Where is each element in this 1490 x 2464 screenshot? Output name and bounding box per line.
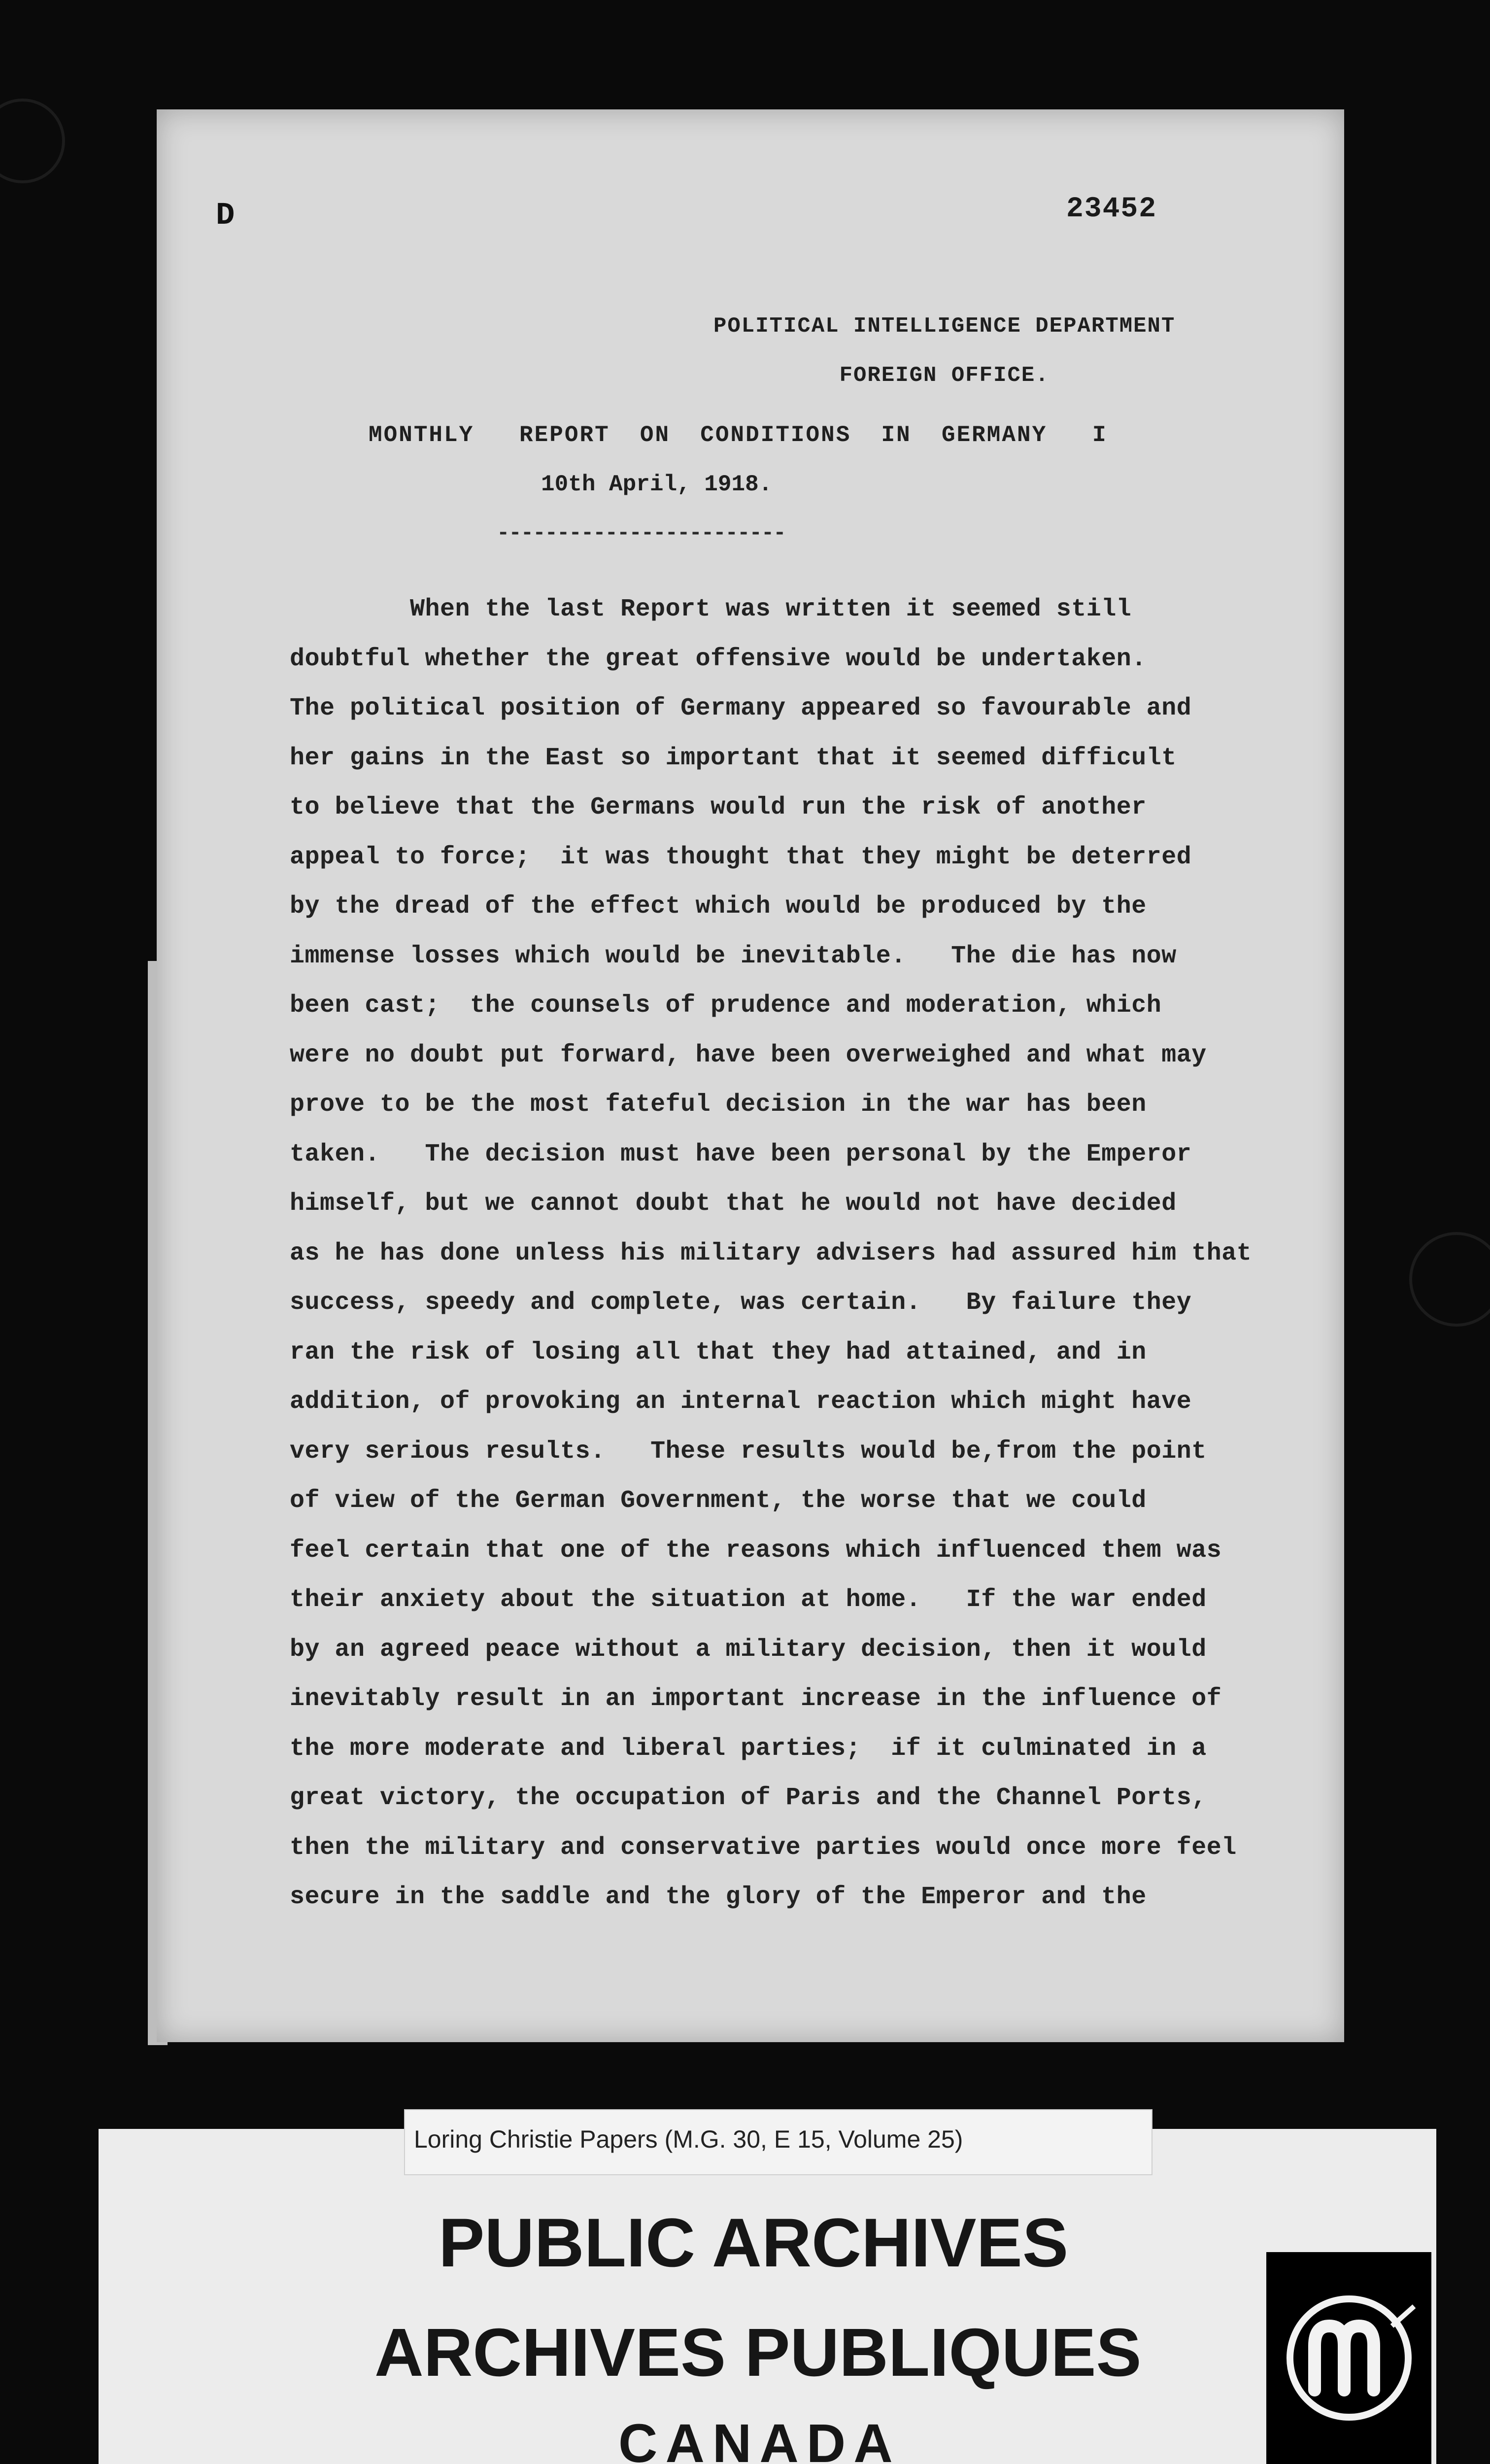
body-line: inevitably result in an important increase in the influence of: [290, 1685, 1222, 1713]
archives-canada-logo-icon: [1266, 2252, 1431, 2464]
body-line: by the dread of the effect which would be produced by the: [290, 892, 1147, 921]
body-line: her gains in the East so important that it seemed difficult: [290, 744, 1177, 772]
body-line: ran the risk of losing all that they had attained, and in: [290, 1338, 1147, 1367]
body-line: their anxiety about the situation at home. If the war ended: [290, 1586, 1207, 1614]
body-line: doubtful whether the great offensive would be undertaken.: [290, 645, 1147, 673]
body-line: to believe that the Germans would run the risk of another: [290, 793, 1147, 821]
body-line: secure in the saddle and the glory of the Emperor and the: [290, 1883, 1147, 1911]
body-line: then the military and conservative parties would once more feel: [290, 1833, 1237, 1862]
archive-title-french: ARCHIVES PUBLIQUES: [374, 2315, 1142, 2391]
department-heading: [713, 302, 1175, 400]
archive-country: CANADA: [618, 2413, 901, 2464]
body-line: success, speedy and complete, was certain. By failure they: [290, 1289, 1192, 1317]
film-background-mark: [0, 99, 65, 183]
body-line: been cast; the counsels of prudence and moderation, which: [290, 992, 1162, 1020]
corner-mark: D: [216, 198, 235, 234]
body-line: great victory, the occupation of Paris and the Channel Ports,: [290, 1784, 1207, 1812]
body-line: by an agreed peace without a military decision, then it would: [290, 1635, 1207, 1664]
body-line: of view of the German Government, the worse that we could: [290, 1487, 1147, 1515]
body-line: When the last Report was written it seemed still: [290, 595, 1132, 623]
body-line: The political position of Germany appeared so favourable and: [290, 694, 1192, 722]
body-line: as he has done unless his military advisers had assured him that: [290, 1239, 1252, 1267]
report-date: 10th April, 1918.: [541, 472, 773, 497]
document-page: [157, 109, 1344, 2042]
body-line: addition, of provoking an internal reaction which might have: [290, 1388, 1192, 1416]
collection-label: Loring Christie Papers (M.G. 30, E 15, Volume 25): [414, 2125, 963, 2153]
body-line: taken. The decision must have been personal by the Emperor: [290, 1140, 1192, 1168]
film-background-mark: [1409, 1232, 1490, 1327]
body-line: feel certain that one of the reasons which influenced them was: [290, 1536, 1222, 1565]
report-body: [290, 585, 1305, 1922]
report-title: MONTHLY REPORT ON CONDITIONS IN GERMANY I: [369, 422, 1108, 448]
document-number: 23452: [1066, 193, 1157, 225]
department-line: FOREIGN OFFICE.: [839, 363, 1050, 388]
title-rule: ------------------------: [497, 521, 785, 546]
body-line: appeal to force; it was thought that they might be deterred: [290, 843, 1192, 871]
archive-title-english: PUBLIC ARCHIVES: [439, 2204, 1069, 2281]
body-line: prove to be the most fateful decision in the war has been: [290, 1091, 1147, 1119]
body-line: very serious results. These results would be,from the point: [290, 1437, 1207, 1466]
body-line: immense losses which would be inevitable. The die has now: [290, 942, 1177, 970]
body-line: himself, but we cannot doubt that he would not have decided: [290, 1190, 1177, 1218]
body-line: were no doubt put forward, have been overweighed and what may: [290, 1041, 1207, 1069]
collection-tag: [404, 2109, 1152, 2175]
department-line: POLITICAL INTELLIGENCE DEPARTMENT: [713, 314, 1176, 339]
archives-canada-logo-icon: [1266, 2252, 1431, 2464]
body-line: the more moderate and liberal parties; if it culminated in a: [290, 1734, 1207, 1763]
